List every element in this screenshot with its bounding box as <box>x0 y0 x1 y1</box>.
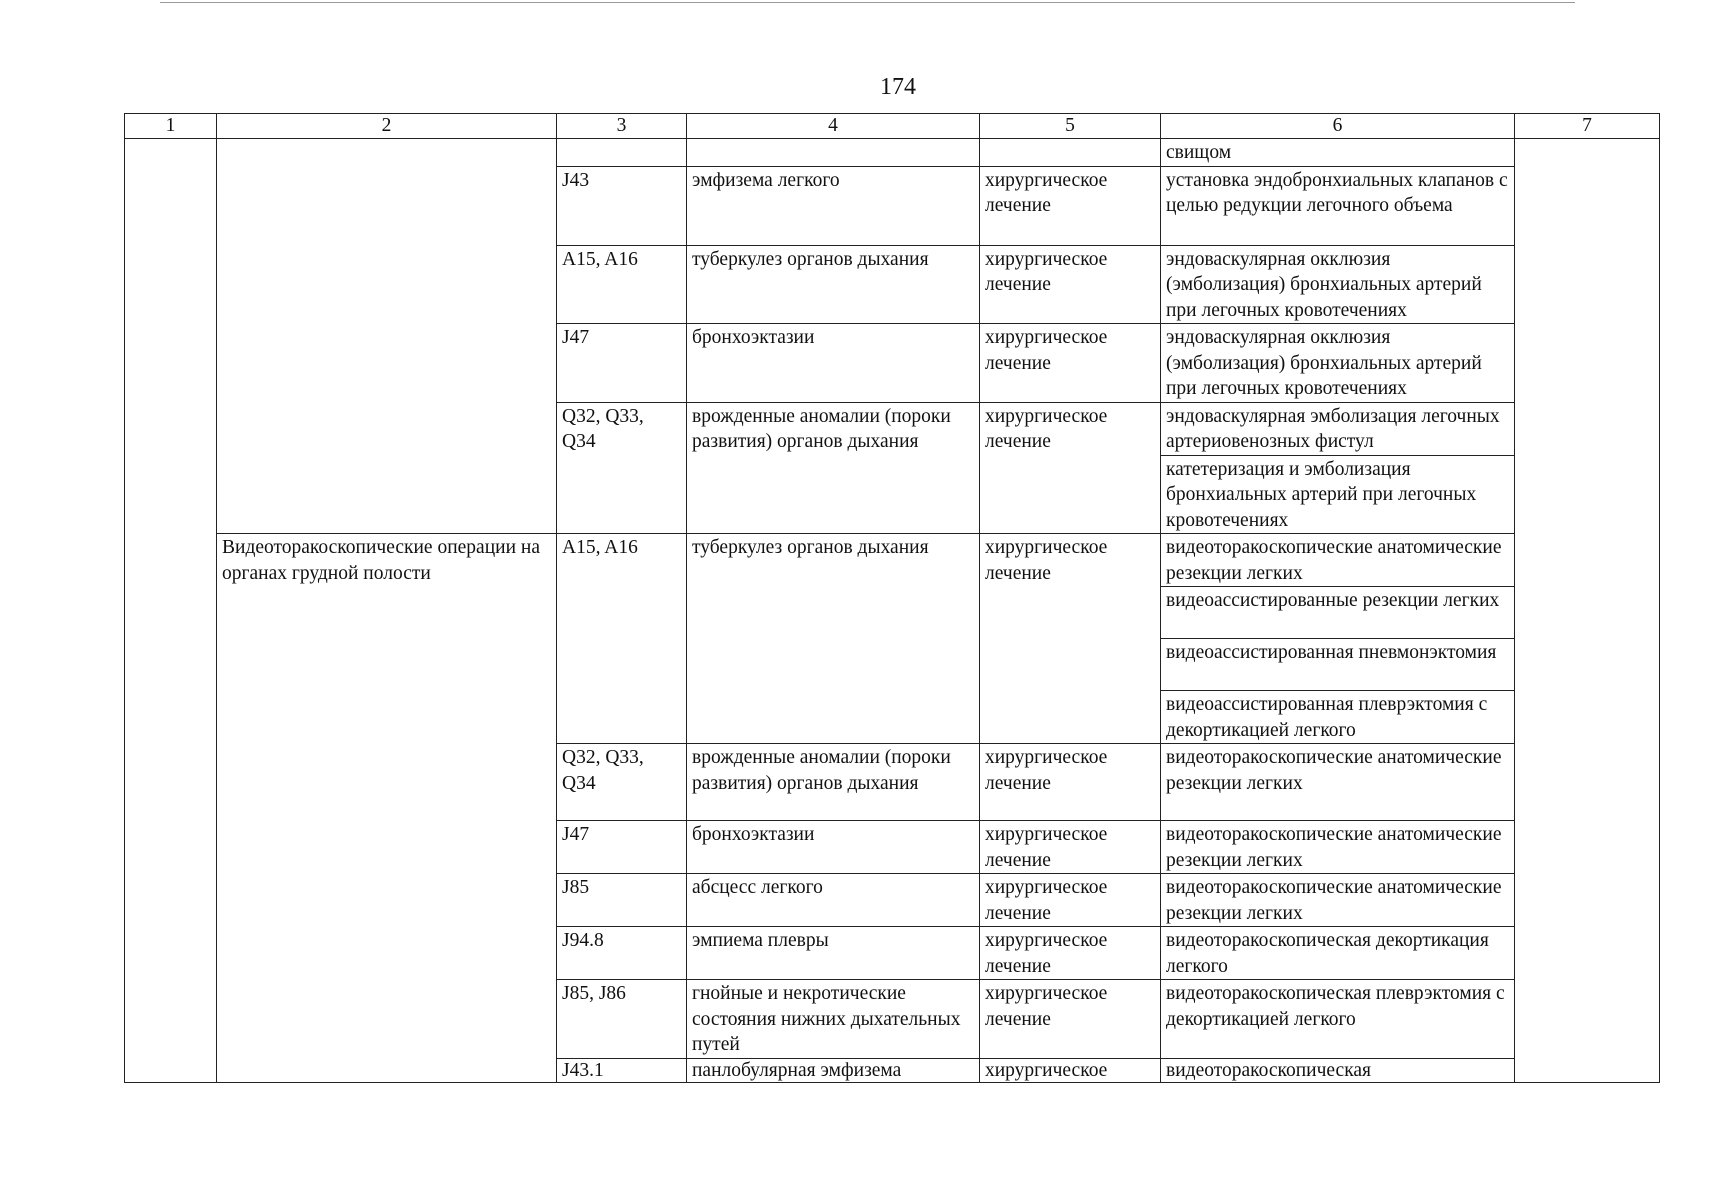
method-cell: видеоторакоскопическая декортикация легкого <box>1161 927 1515 980</box>
procedures-table <box>124 113 1660 1083</box>
diagnosis-cell: эмфизема легкого <box>687 166 980 245</box>
code-cell: Q32, Q33, Q34 <box>557 402 687 534</box>
page-number: 174 <box>880 74 916 100</box>
treatment-type-cell: хирургическое лечение <box>980 874 1161 927</box>
diagnosis-cell: бронхоэктазии <box>687 821 980 874</box>
method-cell: установка эндобронхиальных клапанов с целью редукции легочного объема <box>1161 166 1515 245</box>
col7-cell <box>1515 139 1660 1083</box>
method-cell: видеоторакоскопические анатомические резекции легких <box>1161 874 1515 927</box>
diagnosis-cell: панлобулярная эмфизема <box>687 1058 980 1082</box>
top-edge-line <box>160 2 1575 3</box>
section-title-cell: Видеоторакоскопические операции на органах грудной полости <box>217 534 557 1083</box>
method-cell: эндоваскулярная эмболизация легочных артериовенозных фистул <box>1161 402 1515 455</box>
code-cell: A15, A16 <box>557 534 687 744</box>
table-row <box>125 534 1660 587</box>
col2-cell <box>217 139 557 534</box>
code-cell: J47 <box>557 324 687 403</box>
method-cell: видеоассистированная плеврэктомия с декортикацией легкого <box>1161 691 1515 744</box>
treatment-type-cell: хирургическое лечение <box>980 534 1161 744</box>
method-cell: видеоторакоскопические анатомические резекции легких <box>1161 821 1515 874</box>
treatment-type-cell: хирургическое лечение <box>980 245 1161 324</box>
header-col-1: 1 <box>125 114 217 139</box>
header-col-4: 4 <box>687 114 980 139</box>
header-col-5: 5 <box>980 114 1161 139</box>
treatment-type-cell: хирургическое лечение <box>980 821 1161 874</box>
diagnosis-cell: гнойные и некротические состояния нижних дыхательных путей <box>687 980 980 1059</box>
method-cell: свищом <box>1161 139 1515 167</box>
code-cell: A15, A16 <box>557 245 687 324</box>
method-cell: эндоваскулярная окклюзия (эмболизация) бронхиальных артерий при легочных кровотечениях <box>1161 245 1515 324</box>
code-cell: J43.1 <box>557 1058 687 1082</box>
code-cell: J43 <box>557 166 687 245</box>
diagnosis-cell: туберкулез органов дыхания <box>687 534 980 744</box>
code-cell: J85, J86 <box>557 980 687 1059</box>
method-cell: видеоторакоскопические анатомические резекции легких <box>1161 744 1515 821</box>
method-cell: видеоассистированная пневмонэктомия <box>1161 639 1515 691</box>
diagnosis-cell: бронхоэктазии <box>687 324 980 403</box>
diagnosis-cell: врожденные аномалии (пороки развития) органов дыхания <box>687 744 980 821</box>
code-cell: J85 <box>557 874 687 927</box>
diagnosis-cell: врожденные аномалии (пороки развития) органов дыхания <box>687 402 980 534</box>
method-cell: видеоторакоскопические анатомические резекции легких <box>1161 534 1515 587</box>
treatment-type-cell: хирургическое лечение <box>980 166 1161 245</box>
treatment-type-cell: хирургическое лечение <box>980 744 1161 821</box>
header-col-7: 7 <box>1515 114 1660 139</box>
treatment-type-cell: хирургическое лечение <box>980 402 1161 534</box>
table-row <box>125 139 1660 167</box>
diagnosis-cell: абсцесс легкого <box>687 874 980 927</box>
code-cell: J47 <box>557 821 687 874</box>
method-cell: катетеризация и эмболизация бронхиальных артерий при легочных кровотечениях <box>1161 455 1515 534</box>
treatment-type-cell <box>980 139 1161 167</box>
treatment-type-cell: хирургическое лечение <box>980 980 1161 1059</box>
code-cell <box>557 139 687 167</box>
treatment-type-cell: хирургическое лечение <box>980 324 1161 403</box>
header-col-2: 2 <box>217 114 557 139</box>
header-col-3: 3 <box>557 114 687 139</box>
diagnosis-cell: эмпиема плевры <box>687 927 980 980</box>
code-cell: J94.8 <box>557 927 687 980</box>
diagnosis-cell: туберкулез органов дыхания <box>687 245 980 324</box>
code-cell: Q32, Q33, Q34 <box>557 744 687 821</box>
col1-cell <box>125 139 217 1083</box>
method-cell: видеоторакоскопическая плеврэктомия с декортикацией легкого <box>1161 980 1515 1059</box>
diagnosis-cell <box>687 139 980 167</box>
treatment-type-cell: хирургическое лечение <box>980 927 1161 980</box>
method-cell: видеоторакоскопическая <box>1161 1058 1515 1082</box>
method-cell: эндоваскулярная окклюзия (эмболизация) бронхиальных артерий при легочных кровотечениях <box>1161 324 1515 403</box>
header-col-6: 6 <box>1161 114 1515 139</box>
method-cell: видеоассистированные резекции легких <box>1161 587 1515 639</box>
treatment-type-cell: хирургическое <box>980 1058 1161 1082</box>
header-row <box>125 114 1660 139</box>
